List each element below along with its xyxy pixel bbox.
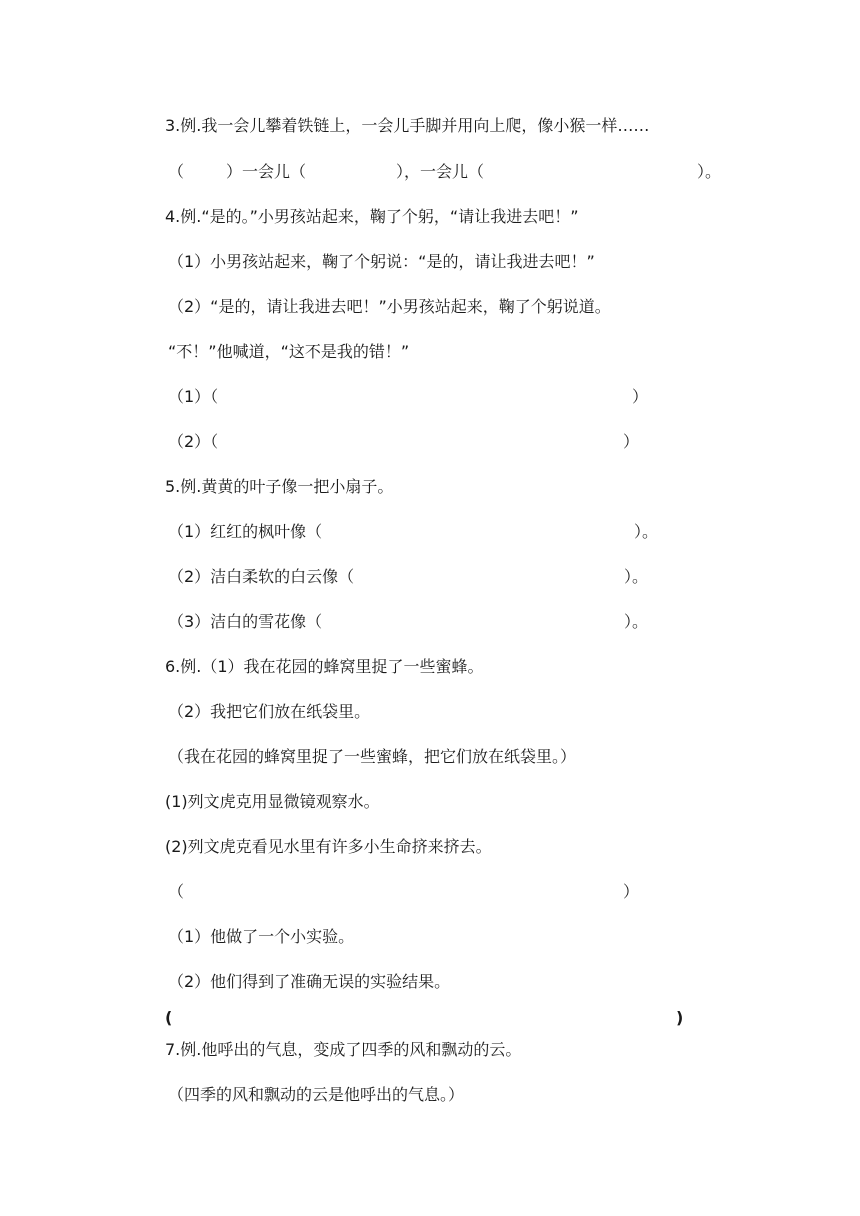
q7-example-answer: （四季的风和飘动的云是他呼出的气息。） [168,1085,465,1104]
q4-answer1-open: （1）（ [168,387,219,406]
q6-task1-s2-line [0,833,860,861]
q4-answer2-close: ） [623,432,640,451]
q6-task1-blank-open: （ [168,882,185,901]
q4-sample1-line [0,248,860,276]
q4-prompt: “不！”他喊道，“这不是我的错！” [168,342,410,361]
q3-blank-mid-b: ），一会儿（ [396,162,485,181]
q5-item3-open: （3）洁白的雪花像（ [168,612,323,631]
q4-sample2-line [0,293,860,321]
q7-example-answer-line [0,1081,860,1109]
q5-item2-close: ）。 [624,567,649,586]
q7-example-line [0,1036,860,1064]
q6-task1-s1: (1)列文虎克用显微镜观察水。 [165,792,380,811]
q4-answer2-open: （2）（ [168,432,219,451]
q5-item1-close: ）。 [634,522,659,541]
q6-example2: （2）我把它们放在纸袋里。 [168,702,371,721]
q7-example: 7.例.他呼出的气息，变成了四季的风和飘动的云。 [165,1040,522,1059]
q6-example1-line [0,653,860,681]
q4-answer1-line [0,383,860,411]
q6-task2-blank-close: ) [676,1008,684,1027]
q5-example-line [0,473,860,501]
q4-sample2: （2）“是的，请让我进去吧！”小男孩站起来，鞠了个躬说道。 [168,297,611,316]
q3-blank-end: ）。 [697,162,722,181]
q4-answer1-close: ） [632,387,649,406]
q6-task2-blank-open: ( [165,1008,173,1027]
q5-item2-line [0,563,860,591]
q3-example-line [0,112,860,140]
q6-task1-s2: (2)列文虎克看见水里有许多小生命挤来挤去。 [165,837,492,856]
q6-example1: 6.例.（1）我在花园的蜂窝里捉了一些蜜蜂。 [165,657,484,676]
q4-example: 4.例.“是的。”小男孩站起来，鞠了个躬，“请让我进去吧！” [165,207,579,226]
q5-item1-line [0,518,860,546]
q6-task2-blank-line [0,1004,860,1032]
q3-blank-open: （ [168,162,185,181]
q6-example-answer: （我在花园的蜂窝里捉了一些蜜蜂，把它们放在纸袋里。） [168,747,577,766]
q6-task1-blank-line [0,878,860,906]
q6-task1-blank-close: ） [623,882,640,901]
q3-blank-line [0,158,860,186]
q3-example: 3.例.我一会儿攀着铁链上，一会儿手脚并用向上爬，像小猴一样…… [165,116,650,135]
q5-item2-open: （2）洁白柔软的白云像（ [168,567,355,586]
q6-task2-s2: （2）他们得到了准确无误的实验结果。 [168,972,451,991]
q4-answer2-line [0,428,860,456]
q6-task2-s2-line [0,968,860,996]
q4-prompt-line [0,338,860,366]
q6-task2-s1: （1）他做了一个小实验。 [168,927,355,946]
q4-example-line [0,203,860,231]
q6-example2-line [0,698,860,726]
q5-item1-open: （1）红红的枫叶像（ [168,522,323,541]
q5-item3-close: ）。 [624,612,649,631]
q3-blank-mid-a: ）一会儿（ [226,162,307,181]
q5-item3-line [0,608,860,636]
q5-example: 5.例.黄黄的叶子像一把小扇子。 [165,477,394,496]
q6-example-answer-line [0,743,860,771]
q4-sample1: （1）小男孩站起来，鞠了个躬说：“是的，请让我进去吧！” [168,252,595,271]
q6-task1-s1-line [0,788,860,816]
q6-task2-s1-line [0,923,860,951]
